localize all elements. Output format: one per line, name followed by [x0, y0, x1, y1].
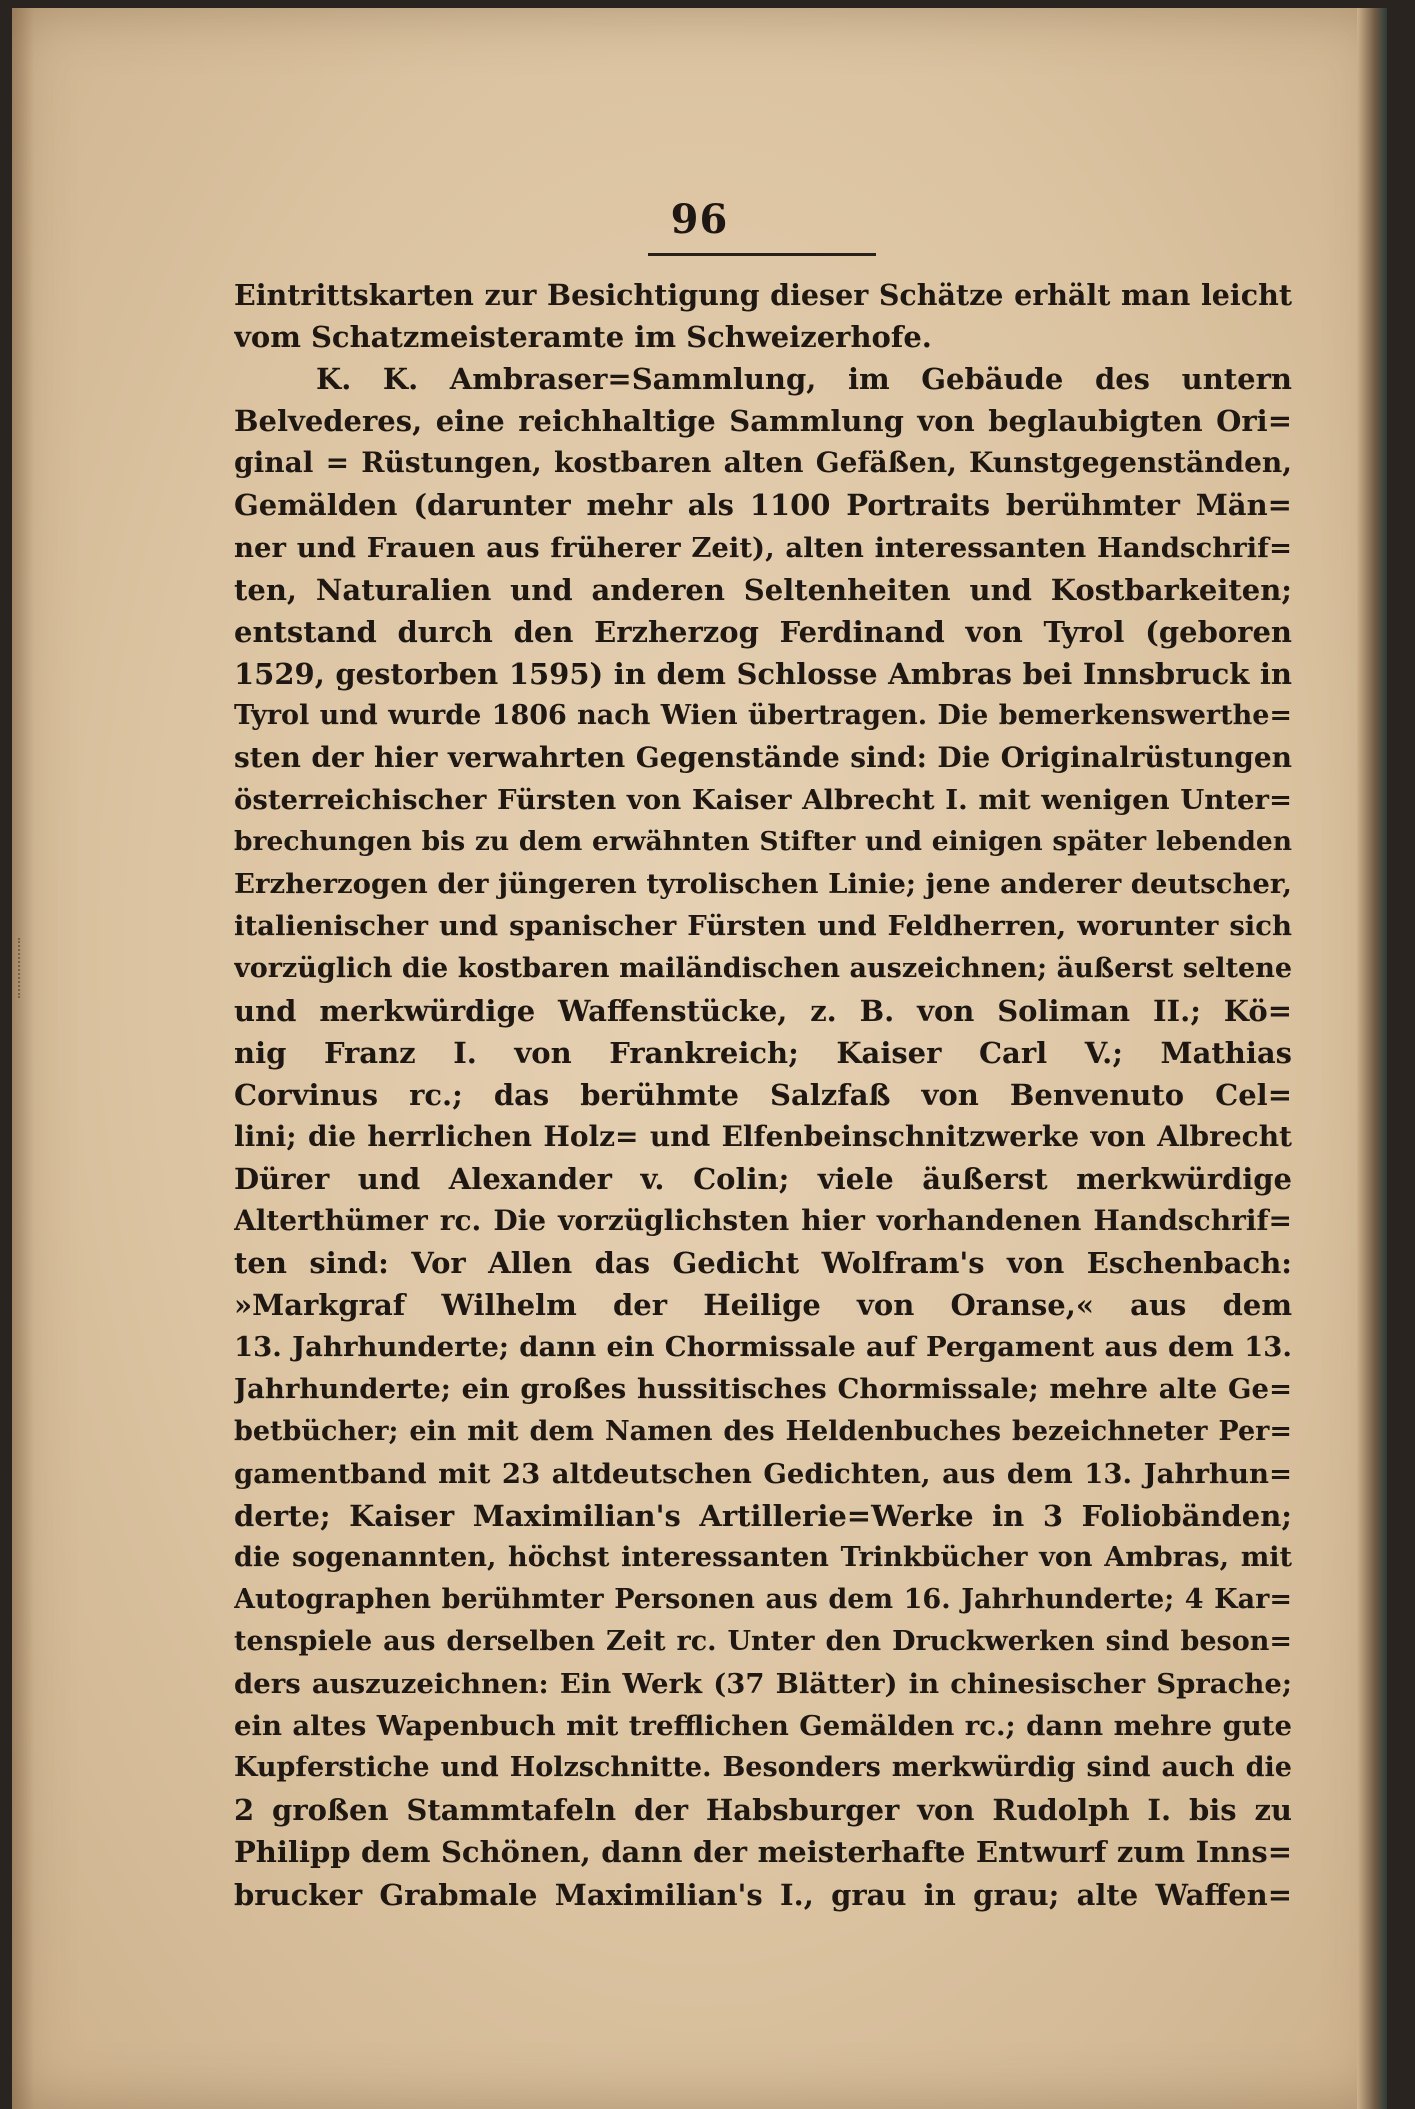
header-rule: [648, 253, 876, 256]
text-line: brechungen bis zu dem erwähnten Stifter und einigen später lebenden: [234, 826, 1292, 858]
text-line: Dürer und Alexander v. Colin; viele äußerst merkwürdige: [234, 1161, 1292, 1196]
text-line: K. K. Ambraser=Sammlung, im Gebäude des untern: [316, 362, 1292, 397]
text-line: ein altes Wapenbuch mit trefflichen Gemälden rc.; dann mehre gute: [234, 1710, 1292, 1743]
text-line: derte; Kaiser Maximilian's Artillerie=Werke in 3 Foliobänden;: [234, 1498, 1292, 1533]
text-line: 2 großen Stammtafeln der Habsburger von Rudolph I. bis zu: [234, 1793, 1292, 1828]
text-line: lini; die herrlichen Holz= und Elfenbeinschnitzwerke von Albrecht: [234, 1119, 1292, 1153]
gutter-marks: [18, 938, 26, 998]
text-line: Tyrol und wurde 1806 nach Wien übertragen. Die bemerkenswerthe=: [234, 699, 1292, 731]
text-line: die sogenannten, höchst interessanten Trinkbücher von Ambras, mit: [234, 1541, 1292, 1573]
text-line: und merkwürdige Waffenstücke, z. B. von Soliman II.; Kö=: [234, 993, 1292, 1028]
text-line: entstand durch den Erzherzog Ferdinand von Tyrol (geboren: [234, 614, 1292, 649]
book-page: [12, 8, 1387, 2109]
text-line: »Markgraf Wilhelm der Heilige von Oranse,« aus dem: [234, 1288, 1292, 1323]
text-line: gamentband mit 23 altdeutschen Gedichten, aus dem 13. Jahrhun=: [234, 1457, 1292, 1490]
text-line: Belvederes, eine reichhaltige Sammlung von beglaubigten Ori=: [234, 404, 1292, 439]
text-line: 13. Jahrhunderte; dann ein Chormissale auf Pergament aus dem 13.: [234, 1331, 1292, 1364]
text-line: Erzherzogen der jüngeren tyrolischen Linie; jene anderer deutscher,: [234, 868, 1292, 901]
text-line: nig Franz I. von Frankreich; Kaiser Carl V.; Mathias: [234, 1035, 1292, 1070]
text-line: Autographen berühmter Personen aus dem 16. Jahrhunderte; 4 Kar=: [234, 1583, 1292, 1615]
page-fore-edge: [1357, 8, 1387, 2109]
text-line: brucker Grabmale Maximilian's I., grau in grau; alte Waffen=: [234, 1877, 1292, 1912]
text-line: Eintrittskarten zur Besichtigung dieser Schätze erhält man leicht: [234, 278, 1292, 312]
text-line: ten sind: Vor Allen das Gedicht Wolfram's von Eschenbach:: [234, 1246, 1292, 1281]
text-line: Alterthümer rc. Die vorzüglichsten hier vorhandenen Handschrif=: [234, 1204, 1292, 1238]
text-line: ders auszuzeichnen: Ein Werk (37 Blätter) in chinesischer Sprache;: [234, 1668, 1292, 1701]
text-line: 1529, gestorben 1595) in dem Schlosse Ambras bei Innsbruck in: [234, 656, 1292, 691]
text-line: Jahrhunderte; ein großes hussitisches Chormissale; mehre alte Ge=: [234, 1373, 1292, 1406]
text-line: Philipp dem Schönen, dann der meisterhafte Entwurf zum Inns=: [234, 1835, 1292, 1870]
page-number: 96: [670, 196, 729, 243]
text-line: ten, Naturalien und anderen Seltenheiten und Kostbarkeiten;: [234, 572, 1292, 607]
text-line: vorzüglich die kostbaren mailändischen auszeichnen; äußerst seltene: [234, 952, 1292, 984]
text-line: Kupferstiche und Holzschnitte. Besonders merkwürdig sind auch die: [234, 1752, 1292, 1784]
text-line: tenspiele aus derselben Zeit rc. Unter den Druckwerken sind beson=: [234, 1626, 1292, 1657]
text-line: sten der hier verwahrten Gegenstände sind: Die Originalrüstungen: [234, 741, 1292, 775]
text-line: ner und Frauen aus früherer Zeit), alten interessanten Handschrif=: [234, 531, 1292, 564]
text-line: ginal = Rüstungen, kostbaren alten Gefäßen, Kunstgegenständen,: [234, 446, 1292, 480]
text-line: österreichischer Fürsten von Kaiser Albrecht I. mit wenigen Unter=: [234, 784, 1292, 817]
gutter-shadow: [12, 8, 34, 2109]
body-text: [234, 274, 1292, 1916]
text-line: Corvinus rc.; das berühmte Salzfaß von Benvenuto Cel=: [234, 1077, 1292, 1112]
text-line: vom Schatzmeisteramte im Schweizerhofe.: [234, 320, 932, 355]
text-line: betbücher; ein mit dem Namen des Heldenbuches bezeichneter Per=: [234, 1415, 1292, 1447]
text-line: italienischer und spanischer Fürsten und Feldherren, worunter sich: [234, 910, 1292, 943]
text-line: Gemälden (darunter mehr als 1100 Portraits berühmter Män=: [234, 488, 1292, 523]
